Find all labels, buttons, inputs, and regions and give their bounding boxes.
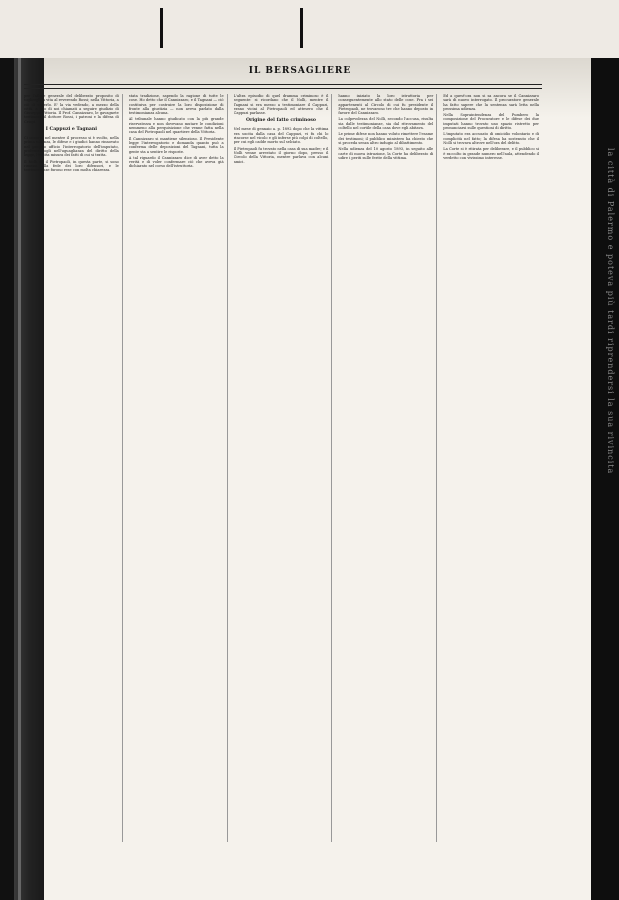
article-column-2	[129, 94, 228, 842]
section-heading: Origine del fatto criminoso	[246, 118, 316, 124]
top-divider-mark-left	[160, 8, 163, 48]
paragraph: A tal riguardo il Cannizzaro dice di aver detto la verità e di voler confermare ciò che aveva già dichiarato nel corso dell'istruttoria.	[128, 155, 224, 169]
article-column-1	[24, 94, 123, 842]
article-column-4	[338, 94, 437, 842]
top-divider-mark-right	[300, 8, 303, 48]
binding-stripe	[18, 58, 21, 900]
masthead-rule-top	[24, 84, 542, 85]
paragraph: Ed a quest'ora non si sa ancora se il Cannizzaro sarà di nuovo interrogato. Il procuratore generale ha fatto sapere che la sentenza sarà letta nella prossima udienza.	[443, 94, 539, 111]
section-heading: I Cappuzi e Tagnani	[45, 127, 97, 133]
article-column-3	[234, 94, 333, 842]
paragraph: L'imputato era accusato di omicidio volontario e di complicità nel fatto; la difesa ha sostenuto che il Nolli si trovava altrove nell'ora del delitto.	[443, 132, 539, 145]
article-columns	[24, 94, 542, 842]
paragraph: Il Pietropaoli fu trovato nella casa di sua madre; e il Nolli venne arrestato il giorno dopo, presso il Circolo della Vittoria, mentre parlava con alcuni amici.	[233, 146, 329, 164]
paragraph: hanno iniziato la loro istruttoria per conseguentemente allo stato delle cose. Fra i sei appartenenti al Circolo di cui fu presidente il Pietropaoli, ne trovarono tre che hanno deposto in favore del Cannizzaro.	[338, 94, 434, 116]
paragraph: Nella udienza del 10 agosto 1893, in seguito alle carte di nuova istruzione, la Corte ha deliberato di udire i periti sulle ferite della vittima.	[338, 147, 434, 160]
paragraph: per l'allure generale del deliberato proposito di togliergli la vita al reverendo Rossi; nella Vittoria, a ciò di vederlo. E' la via vedendo, a mezzo della città, a uno di noi chiamati a seguire giudizio di Giuseppe Vittoria. Il Prof. Cannizzaro, le gavagnete testimoni, il dottore Rossi, i patroni e la difesa di Crispi.	[24, 94, 119, 124]
article-column-5	[443, 94, 542, 842]
paragraph: Il Nolli ed il Pietropaoli, in questa parte, si sono rimessi alla fede dei loro difensori, e le testimonianze furono rese con molta chiarezza.	[24, 159, 119, 173]
paragraph: Nella Sopraintendenza del Pumbero la composizione del Procuratore e le difese dei due imputati hanno trovato uno spazio ristretto per pronunciarsi sulle questioni di diritto.	[443, 113, 539, 131]
paragraph: Ci occorse nel mentre il processo si è svolto, nella prima udienza, le difese e i giudici hanno rinnovato nel proprio ufficio l'interrogatorio dell'imputato, professandogli nell'uguaglianza del diritto della legge, l'esatta misura dei fatti di cui si tratta.	[24, 136, 119, 158]
adjacent-page-text: la città di Palermo e poteva più tardi riprendersi la sua rivincita	[606, 148, 615, 475]
masthead-rule-bottom	[24, 88, 542, 89]
paragraph: L'altra episodio di quel dramma criminoso è il seguente: si ricordano che il Nolli, mentre il Tagnani si era messo a testimoniare il Cappuzi, erano vicini al Pietropaoli ed attesero che il Cappuzi parlasse.	[233, 94, 329, 116]
paragraph: Nel mese di gennaio a. p. 1892 dopo che la vittima era uscita dalla casa del Cappuzi, vi fu chi lo rincorse nel vicolo e gli inferse più colpi di coltello, per cui egli cadde morto sul selciato.	[233, 127, 329, 145]
paragraph: La Corte si è ritirata per deliberare, e il pubblico si è raccolto in grande numero nell'aula, attendendo il verdetto con vivissimo interesse.	[443, 147, 539, 160]
paragraph: stata tradizione, sapendo la ragione di tutte le cose. Ho detto che il Cannizzaro, e il Tagnani — ciò costituiva per costruire la loro disposizione di fronte alla giustizia — non aveva parlato dalla testimonianza alcuna.	[128, 94, 224, 116]
paragraph: Le prime difese non hanno voluto rimettere l'esame dei testimoni; il pubblico ministero ha chiesto che si proceda senza altro indugio al dibattimento.	[338, 132, 434, 145]
paragraph: Al tribunale hanno giudicato con la più grande riservatezza e non dovevano mutare le condizioni nemmeno alla perquisizione che venne fatta nella casa del Pietropaoli nel quartiere della Vittoria.	[128, 117, 224, 135]
newspaper-masthead: IL BERSAGLIERE	[248, 66, 352, 76]
scan-top-margin	[0, 0, 619, 58]
scan-right-edge	[591, 58, 619, 900]
paragraph: La colpevolezza del Nolli, secondo l'accusa, risulta sia dalle testimonianze, sia dal ritrovamento del coltello nel cortile della casa dove egli abitava.	[338, 117, 434, 131]
paragraph: Il Cannizzaro si mantiene silenzioso. Il Presidente legge l'interrogatorio e domanda quanto può a conferma delle deposizioni del Tagnani, tutta la gente sta a sentire le risposte.	[128, 136, 224, 154]
